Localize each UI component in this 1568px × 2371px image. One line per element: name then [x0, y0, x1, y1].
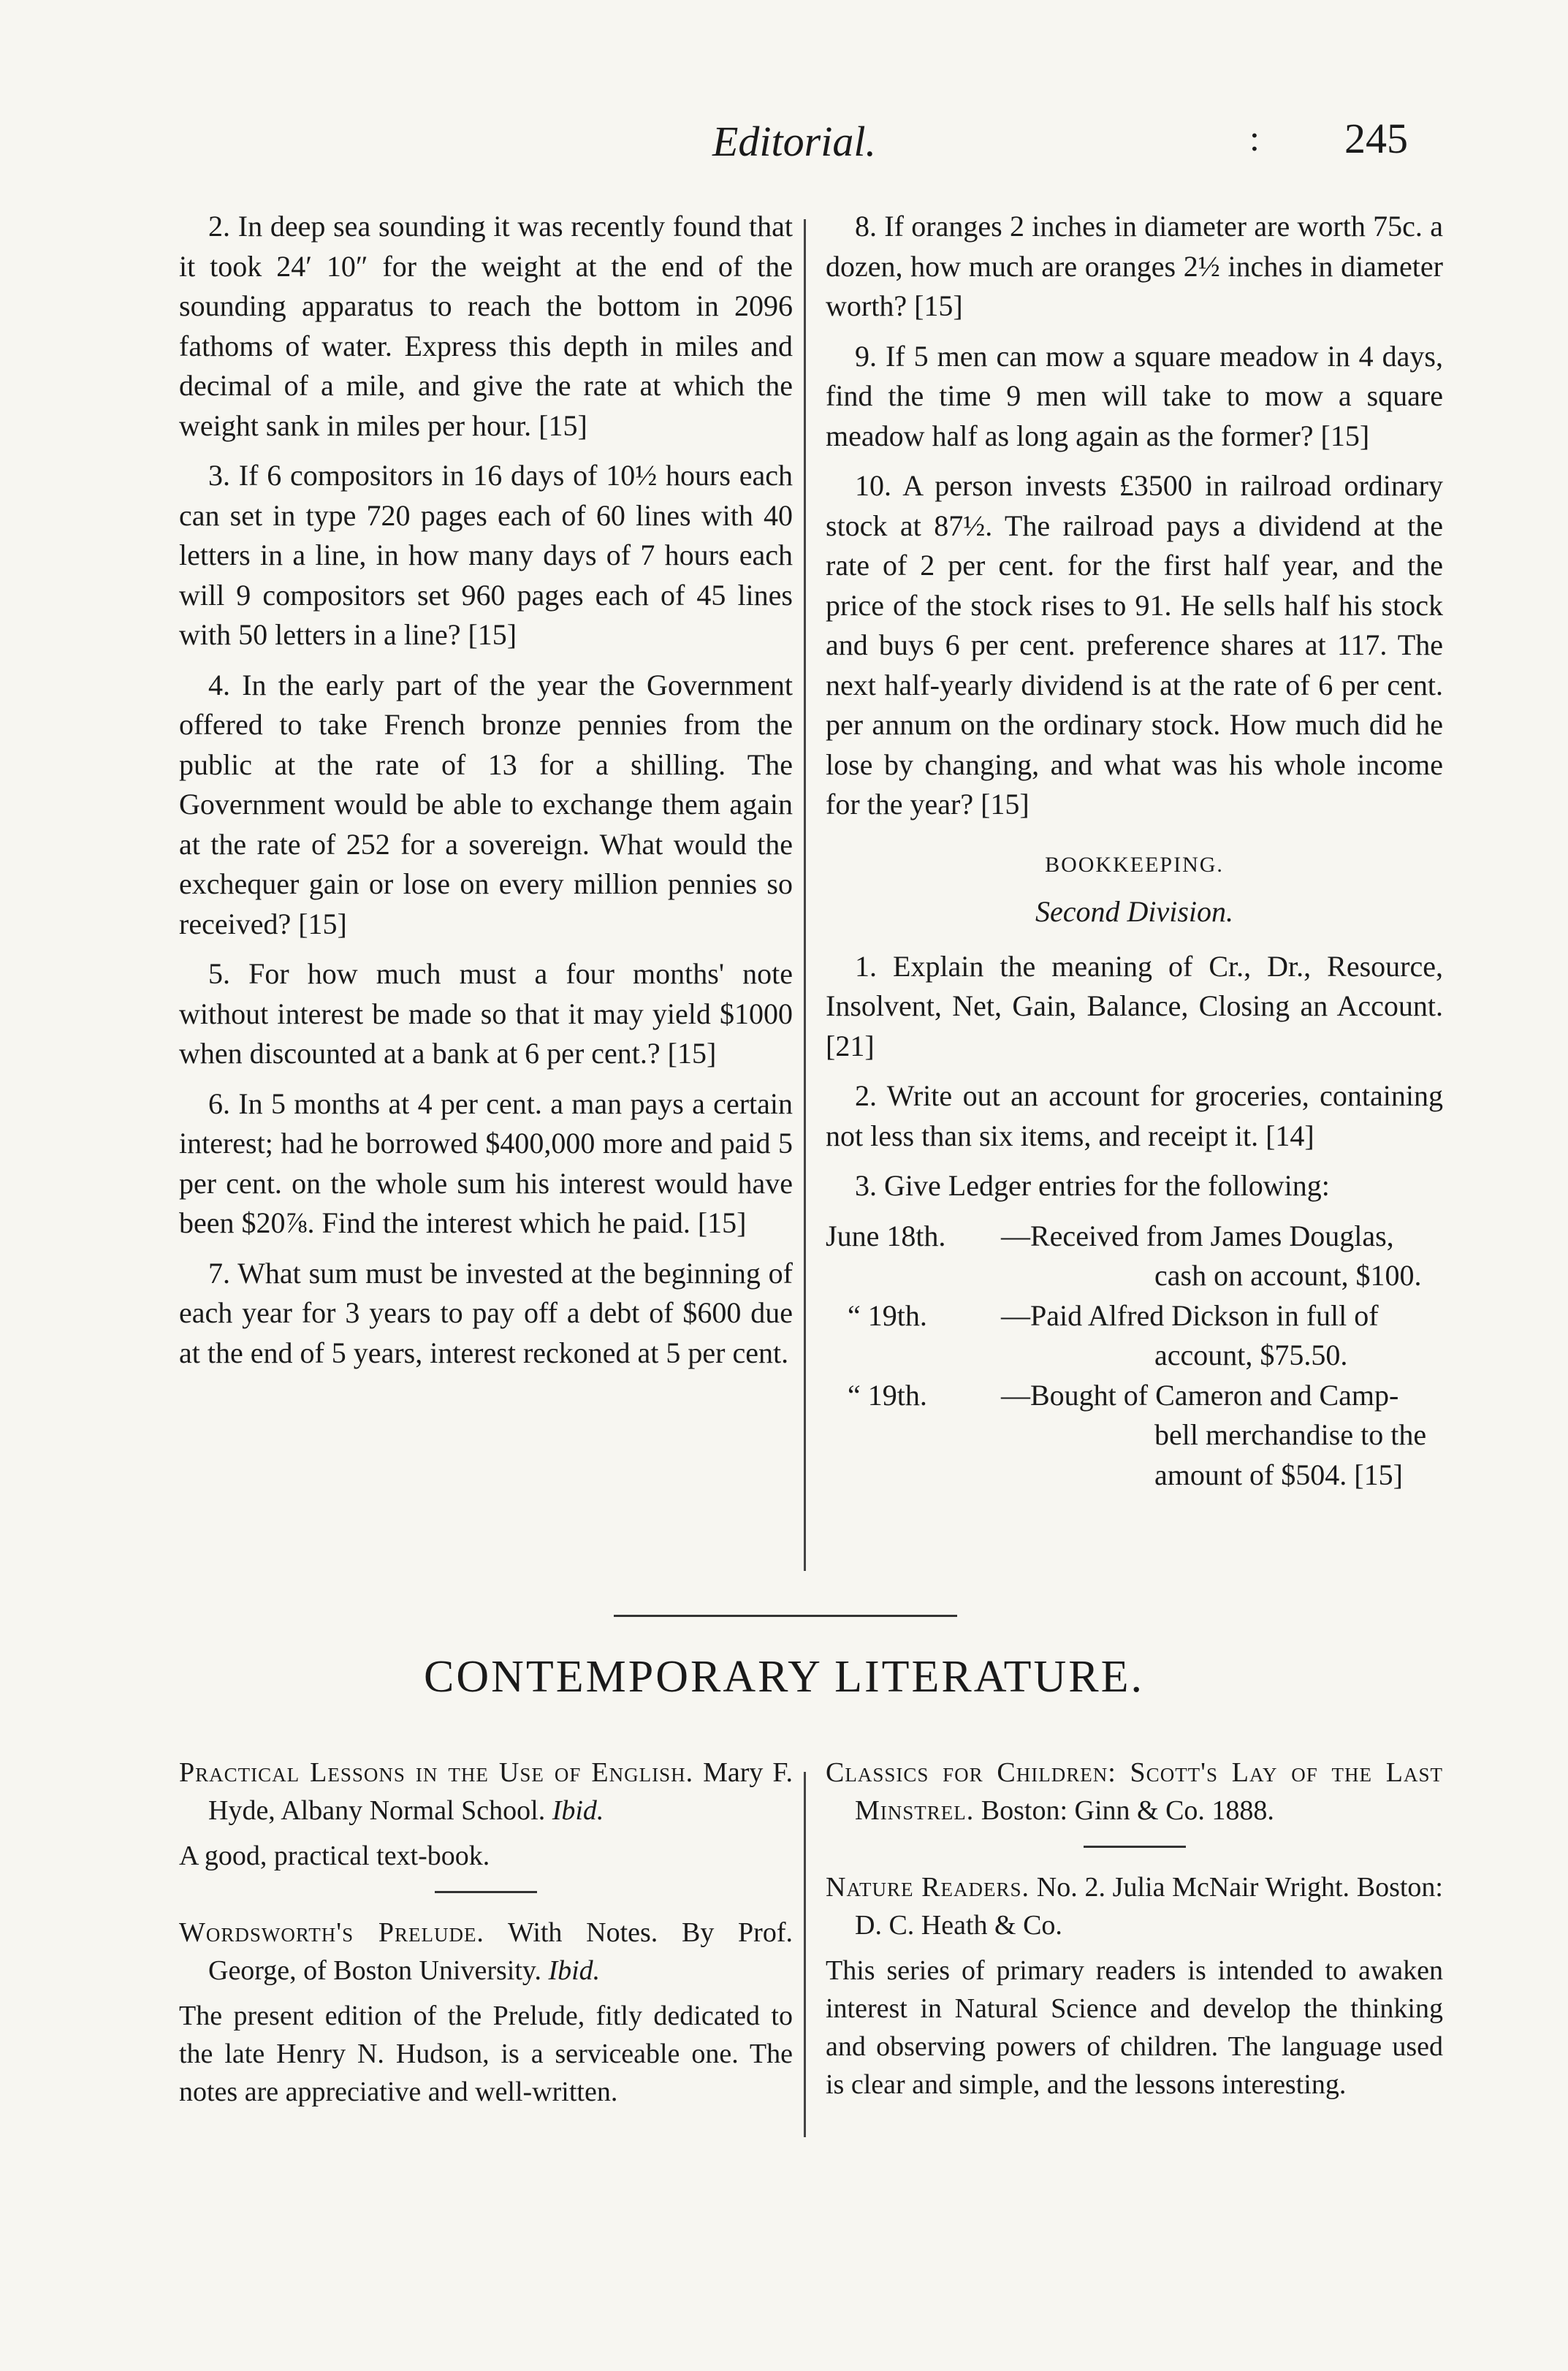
contemporary-literature-heading: CONTEMPORARY LITERATURE. [424, 1652, 1144, 1702]
ledger-desc [1001, 1296, 1443, 1376]
book-meta: Boston: Ginn & Co. 1888. [981, 1795, 1274, 1826]
bookkeeping-question-3: 3. Give Ledger entries for the following: [855, 1169, 1330, 1202]
book-meta: Mary F. Hyde, Albany Normal School. [208, 1757, 793, 1826]
ledger-date: “ 19th. [848, 1378, 927, 1412]
book-publisher: Ibid. [548, 1955, 601, 1986]
review-entry-heading [179, 1914, 793, 1990]
running-head-title: Editorial. [712, 118, 876, 165]
ledger-entry [826, 1376, 1443, 1496]
question-7: 7. What sum must be invested at the beginning of each year for 3 years to pay off a debt of $600 due at the end of 5 years, interest reckoned at 5 per cent. [179, 1256, 793, 1369]
review-column-left [179, 1754, 793, 2118]
review-column-right [826, 1754, 1443, 2111]
question-2: 2. In deep sea sounding it was recently found that it took 24′ 10″ for the weight at the end of the sounding apparatus to reach the bottom in 2096 fathoms of water. Express this depth in miles and decimal of a mile, and give the rate at which the weight sank in miles per hour. [15] [179, 210, 793, 442]
ledger-line: —Received from James Douglas, [1001, 1219, 1394, 1252]
ledger-desc [1001, 1376, 1443, 1496]
entry-separator [435, 1891, 537, 1893]
running-head [0, 110, 1568, 175]
review-text: The present edition of the Prelude, fitly dedicated to the late Henry N. Hudson, is a serviceable one. The notes are appreciative and well-written. [179, 2001, 793, 2107]
book-title: Classics for Children: Scott's Lay of the Last Minstrel. [826, 1757, 1443, 1826]
book-title: Nature Readers. [826, 1872, 1030, 1903]
ledger-entry [826, 1217, 1443, 1296]
ledger-entries [826, 1217, 1443, 1496]
bookkeeping-question-2: 2. Write out an account for groceries, containing not less than six items, and receipt it. [14] [826, 1079, 1443, 1152]
ledger-line: —Bought of Cameron and Camp- [1001, 1378, 1399, 1412]
ledger-line: —Paid Alfred Dickson in full of [1001, 1298, 1379, 1332]
question-4: 4. In the early part of the year the Government offered to take French bronze pennies from the public at the rate of 13 for a shilling. The Government would be able to exchange them again at the rate of 252 for a sovereign. What would the exchequer gain or lose on every million pennies so received? [15] [179, 668, 793, 940]
entry-separator [1084, 1846, 1186, 1848]
review-entry-heading [179, 1754, 793, 1830]
left-column-questions [179, 207, 793, 1383]
right-column-questions [826, 207, 1443, 1495]
bookkeeping-heading: BOOKKEEPING. [1045, 852, 1224, 877]
ledger-desc [1001, 1217, 1443, 1296]
bookkeeping-subheading: Second Division. [1035, 895, 1234, 928]
question-6: 6. In 5 months at 4 per cent. a man pays a certain interest; had he borrowed $400,000 more and paid 5 per cent. on the whole sum his interest would have been $20⅞. Find the interest which he paid. [15] [179, 1086, 793, 1239]
question-8: 8. If oranges 2 inches in diameter are worth 75c. a dozen, how much are oranges 2½ inches in diameter worth? [15] [826, 210, 1443, 322]
question-10: 10. A person invests £3500 in railroad ordinary stock at 87½. The railroad pays a dividend at the rate of 2 per cent. for the first half year, and the price of the stock rises to 91. He sells half his stock and buys 6 per cent. preference shares at 117. The next half-yearly dividend is at the rate of 6 per cent. per annum on the ordinary stock. How much did he lose by changing, and what was his whole income for the year? [15] [826, 469, 1443, 821]
ledger-date: June 18th. [826, 1219, 946, 1252]
running-head-colon: : [1249, 118, 1260, 159]
book-title: Practical Lessons in the Use of English. [179, 1757, 694, 1788]
ledger-date: “ 19th. [848, 1298, 927, 1332]
question-5: 5. For how much must a four months' note without interest be made so that it may yield $1000 when discounted at a bank at 6 per cent.? [15] [179, 957, 793, 1070]
page-number: 245 [1344, 115, 1408, 162]
review-text: This series of primary readers is intended to awaken interest in Natural Science and develop the thinking and observing powers of children. The language used is clear and simple, and the lessons interesting. [826, 1955, 1443, 2100]
review-text: A good, practical text-book. [179, 1841, 490, 1871]
book-meta: With Notes. By Prof. George, of Boston University. [208, 1917, 793, 1986]
ledger-entry [826, 1296, 1443, 1376]
bookkeeping-question-1: 1. Explain the meaning of Cr., Dr., Resource, Insolvent, Net, Gain, Balance, Closing an Account. [21] [826, 949, 1443, 1062]
review-entry-heading [826, 1868, 1443, 1944]
column-divider-bottom [804, 1772, 806, 2137]
question-9: 9. If 5 men can mow a square meadow in 4 days, find the time 9 men will take to mow a square meadow half as long again as the former? [15] [826, 339, 1443, 452]
question-3: 3. If 6 compositors in 16 days of 10½ hours each can set in type 720 pages each of 60 lines with 40 letters in a line, in how many days of 7 hours each will 9 compositors set 960 pages each of 45 lines with 50 letters in a line? [15] [179, 459, 793, 651]
section-divider [614, 1615, 957, 1617]
ledger-line-cont: account, $75.50. [1154, 1339, 1348, 1371]
book-publisher: Ibid. [552, 1795, 604, 1826]
book-meta: No. 2. Julia McNair Wright. Boston: D. C. Heath & Co. [855, 1872, 1443, 1941]
column-divider-top [804, 219, 806, 1571]
review-entry-heading [826, 1754, 1443, 1830]
ledger-line-cont: cash on account, $100. [1154, 1259, 1422, 1292]
ledger-line-cont: bell merchandise to the amount of $504. [15] [1154, 1418, 1427, 1491]
book-title: Wordsworth's Prelude. [179, 1917, 484, 1948]
